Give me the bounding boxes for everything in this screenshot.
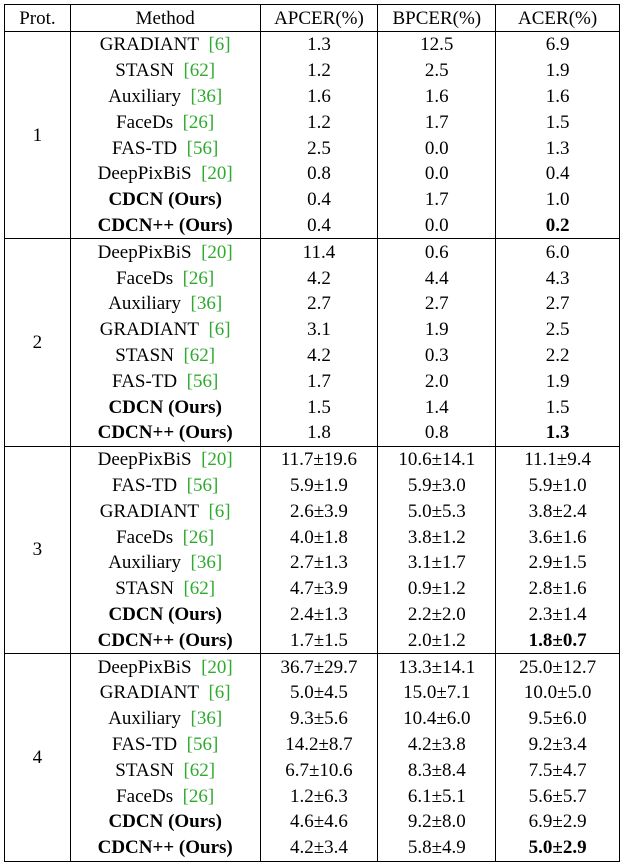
apcer-value: 6.7±10.6 xyxy=(260,757,378,783)
bpcer-value: 5.8±4.9 xyxy=(378,835,496,861)
bpcer-value: 0.0 xyxy=(378,135,496,161)
method-cell xyxy=(70,550,260,576)
method-cell xyxy=(70,473,260,499)
method-name: GRADIANT xyxy=(99,682,199,704)
bpcer-value: 2.5 xyxy=(378,58,496,84)
bpcer-value: 3.8±1.2 xyxy=(378,524,496,550)
method-name: STASN xyxy=(115,344,174,366)
acer-value: 7.5±4.7 xyxy=(496,757,620,783)
method-cell xyxy=(70,265,260,291)
apcer-value: 1.3 xyxy=(260,32,378,58)
method-cell xyxy=(70,757,260,783)
bpcer-value: 5.9±3.0 xyxy=(378,473,496,499)
bpcer-value: 4.4 xyxy=(378,265,496,291)
method-name: FAS-TD xyxy=(112,370,178,392)
apcer-value: 1.2±6.3 xyxy=(260,783,378,809)
apcer-value: 1.2 xyxy=(260,58,378,84)
table-row xyxy=(5,602,620,628)
citation-link[interactable]: [26] xyxy=(182,526,215,548)
table-row xyxy=(5,161,620,187)
method-name: CDCN (Ours) xyxy=(108,603,222,625)
acer-value: 1.6 xyxy=(496,84,620,110)
method-name: FAS-TD xyxy=(112,733,178,755)
table-row xyxy=(5,446,620,472)
table-row xyxy=(5,187,620,213)
apcer-value: 0.4 xyxy=(260,187,378,213)
method-name: CDCN++ (Ours) xyxy=(97,422,233,444)
apcer-value: 11.7±19.6 xyxy=(260,446,378,472)
table-row xyxy=(5,835,620,861)
method-cell xyxy=(70,239,260,265)
method-cell xyxy=(70,32,260,58)
acer-value: 1.9 xyxy=(496,58,620,84)
citation-link[interactable]: [6] xyxy=(208,682,231,704)
table-row xyxy=(5,498,620,524)
table-row xyxy=(5,291,620,317)
acer-value: 2.3±1.4 xyxy=(496,602,620,628)
bpcer-value: 0.3 xyxy=(378,343,496,369)
method-name: Auxiliary xyxy=(108,552,182,574)
table-row xyxy=(5,213,620,239)
method-name: CDCN++ (Ours) xyxy=(97,214,233,236)
bpcer-value: 1.7 xyxy=(378,109,496,135)
bpcer-value: 10.4±6.0 xyxy=(378,706,496,732)
citation-link[interactable]: [26] xyxy=(182,785,215,807)
method-name: GRADIANT xyxy=(99,34,199,56)
bpcer-value: 1.7 xyxy=(378,187,496,213)
citation-link[interactable]: [36] xyxy=(190,293,223,315)
citation-link[interactable]: [20] xyxy=(201,656,233,678)
table-row xyxy=(5,706,620,732)
apcer-value: 2.5 xyxy=(260,135,378,161)
header-apcer: APCER(%) xyxy=(260,5,378,32)
citation-link[interactable]: [26] xyxy=(182,267,215,289)
method-name: STASN xyxy=(115,578,174,600)
method-name: CDCN (Ours) xyxy=(108,189,222,211)
method-name: STASN xyxy=(115,759,174,781)
citation-link[interactable]: [26] xyxy=(182,111,215,133)
method-cell xyxy=(70,627,260,653)
table-row xyxy=(5,420,620,446)
bpcer-value: 6.1±5.1 xyxy=(378,783,496,809)
apcer-value: 3.1 xyxy=(260,317,378,343)
citation-link[interactable]: [62] xyxy=(183,578,216,600)
bpcer-value: 2.2±2.0 xyxy=(378,602,496,628)
acer-value: 6.9±2.9 xyxy=(496,809,620,835)
acer-value: 6.9 xyxy=(496,32,620,58)
acer-value: 3.8±2.4 xyxy=(496,498,620,524)
acer-value: 2.9±1.5 xyxy=(496,550,620,576)
table-row xyxy=(5,239,620,265)
bpcer-value: 1.4 xyxy=(378,394,496,420)
citation-link[interactable]: [36] xyxy=(190,552,223,574)
citation-link[interactable]: [36] xyxy=(190,85,223,107)
apcer-value: 4.2 xyxy=(260,265,378,291)
method-cell xyxy=(70,576,260,602)
method-cell xyxy=(70,498,260,524)
header-protocol: Prot. xyxy=(5,5,71,32)
acer-value: 1.3 xyxy=(496,135,620,161)
apcer-value: 0.4 xyxy=(260,213,378,239)
citation-link[interactable]: [56] xyxy=(186,370,219,392)
method-name: GRADIANT xyxy=(99,319,199,341)
method-cell xyxy=(70,58,260,84)
method-cell xyxy=(70,135,260,161)
bpcer-value: 2.0 xyxy=(378,368,496,394)
bpcer-value: 10.6±14.1 xyxy=(378,446,496,472)
bpcer-value: 2.0±1.2 xyxy=(378,627,496,653)
apcer-value: 4.7±3.9 xyxy=(260,576,378,602)
apcer-value: 1.2 xyxy=(260,109,378,135)
citation-link[interactable]: [20] xyxy=(201,449,233,471)
acer-value: 2.7 xyxy=(496,291,620,317)
bpcer-value: 13.3±14.1 xyxy=(378,654,496,680)
bpcer-value: 0.9±1.2 xyxy=(378,576,496,602)
apcer-value: 2.4±1.3 xyxy=(260,602,378,628)
apcer-value: 36.7±29.7 xyxy=(260,654,378,680)
table-row xyxy=(5,732,620,758)
table-row xyxy=(5,58,620,84)
acer-value: 1.8±0.7 xyxy=(496,627,620,653)
method-name: DeepPixBiS xyxy=(97,241,192,263)
header-acer: ACER(%) xyxy=(496,5,620,32)
table-row xyxy=(5,680,620,706)
apcer-value: 1.6 xyxy=(260,84,378,110)
acer-value: 1.3 xyxy=(496,420,620,446)
apcer-value: 1.7 xyxy=(260,368,378,394)
apcer-value: 4.2±3.4 xyxy=(260,835,378,861)
acer-value: 2.8±1.6 xyxy=(496,576,620,602)
citation-link[interactable]: [56] xyxy=(186,137,219,159)
apcer-value: 1.7±1.5 xyxy=(260,627,378,653)
header-bpcer: BPCER(%) xyxy=(378,5,496,32)
acer-value: 2.5 xyxy=(496,317,620,343)
bpcer-value: 3.1±1.7 xyxy=(378,550,496,576)
citation-link[interactable]: [62] xyxy=(183,60,216,82)
citation-link[interactable]: [20] xyxy=(201,163,233,185)
method-cell xyxy=(70,291,260,317)
method-cell xyxy=(70,602,260,628)
bpcer-value: 15.0±7.1 xyxy=(378,680,496,706)
method-name: STASN xyxy=(115,60,174,82)
table-row xyxy=(5,394,620,420)
method-name: GRADIANT xyxy=(99,500,199,522)
table-row xyxy=(5,109,620,135)
citation-link[interactable]: [6] xyxy=(208,34,231,56)
apcer-value: 4.0±1.8 xyxy=(260,524,378,550)
method-name: CDCN (Ours) xyxy=(108,811,222,833)
table-row xyxy=(5,135,620,161)
header-row xyxy=(5,5,620,32)
method-cell xyxy=(70,343,260,369)
bpcer-value: 1.9 xyxy=(378,317,496,343)
method-cell xyxy=(70,213,260,239)
acer-value: 1.0 xyxy=(496,187,620,213)
protocol-label: 4 xyxy=(5,654,71,861)
bpcer-value: 2.7 xyxy=(378,291,496,317)
method-name: FAS-TD xyxy=(112,474,178,496)
bpcer-value: 12.5 xyxy=(378,32,496,58)
method-cell xyxy=(70,394,260,420)
method-cell xyxy=(70,654,260,680)
citation-link[interactable]: [6] xyxy=(208,500,231,522)
table-row xyxy=(5,576,620,602)
method-name: DeepPixBiS xyxy=(97,656,192,678)
bpcer-value: 5.0±5.3 xyxy=(378,498,496,524)
table-row xyxy=(5,783,620,809)
acer-value: 10.0±5.0 xyxy=(496,680,620,706)
bpcer-value: 0.6 xyxy=(378,239,496,265)
method-name: Auxiliary xyxy=(108,85,182,107)
apcer-value: 9.3±5.6 xyxy=(260,706,378,732)
method-name: DeepPixBiS xyxy=(97,163,192,185)
method-cell xyxy=(70,446,260,472)
method-cell xyxy=(70,706,260,732)
apcer-value: 5.9±1.9 xyxy=(260,473,378,499)
acer-value: 1.9 xyxy=(496,368,620,394)
method-name: CDCN (Ours) xyxy=(108,396,222,418)
citation-link[interactable]: [62] xyxy=(183,344,216,366)
apcer-value: 14.2±8.7 xyxy=(260,732,378,758)
citation-link[interactable]: [6] xyxy=(208,319,231,341)
citation-link[interactable]: [20] xyxy=(201,241,233,263)
method-name: FaceDs xyxy=(116,785,174,807)
bpcer-value: 0.0 xyxy=(378,213,496,239)
apcer-value: 2.7 xyxy=(260,291,378,317)
apcer-value: 1.5 xyxy=(260,394,378,420)
method-cell xyxy=(70,84,260,110)
bpcer-value: 9.2±8.0 xyxy=(378,809,496,835)
bpcer-value: 0.0 xyxy=(378,161,496,187)
method-cell xyxy=(70,109,260,135)
protocol-label: 1 xyxy=(5,32,71,239)
table-row xyxy=(5,524,620,550)
acer-value: 11.1±9.4 xyxy=(496,446,620,472)
table-row xyxy=(5,265,620,291)
table-row xyxy=(5,343,620,369)
apcer-value: 1.8 xyxy=(260,420,378,446)
method-cell xyxy=(70,835,260,861)
table-row xyxy=(5,809,620,835)
table-row xyxy=(5,757,620,783)
results-table xyxy=(4,4,620,862)
acer-value: 1.5 xyxy=(496,394,620,420)
method-cell xyxy=(70,809,260,835)
bpcer-value: 8.3±8.4 xyxy=(378,757,496,783)
method-cell xyxy=(70,732,260,758)
acer-value: 1.5 xyxy=(496,109,620,135)
method-cell xyxy=(70,420,260,446)
method-cell xyxy=(70,368,260,394)
apcer-value: 0.8 xyxy=(260,161,378,187)
acer-value: 5.6±5.7 xyxy=(496,783,620,809)
apcer-value: 11.4 xyxy=(260,239,378,265)
method-name: CDCN++ (Ours) xyxy=(97,629,233,651)
table-body xyxy=(5,32,620,862)
method-cell xyxy=(70,680,260,706)
apcer-value: 5.0±4.5 xyxy=(260,680,378,706)
acer-value: 0.4 xyxy=(496,161,620,187)
method-name: FAS-TD xyxy=(112,137,178,159)
acer-value: 2.2 xyxy=(496,343,620,369)
table-row xyxy=(5,654,620,680)
method-cell xyxy=(70,783,260,809)
method-name: Auxiliary xyxy=(108,708,182,730)
acer-value: 9.2±3.4 xyxy=(496,732,620,758)
apcer-value: 4.6±4.6 xyxy=(260,809,378,835)
citation-link[interactable]: [56] xyxy=(186,733,219,755)
protocol-label: 3 xyxy=(5,446,71,653)
apcer-value: 4.2 xyxy=(260,343,378,369)
acer-value: 6.0 xyxy=(496,239,620,265)
apcer-value: 2.7±1.3 xyxy=(260,550,378,576)
bpcer-value: 4.2±3.8 xyxy=(378,732,496,758)
acer-value: 9.5±6.0 xyxy=(496,706,620,732)
method-name: FaceDs xyxy=(116,267,174,289)
table-row xyxy=(5,550,620,576)
bpcer-value: 1.6 xyxy=(378,84,496,110)
table-row xyxy=(5,473,620,499)
table-row xyxy=(5,32,620,58)
table-row xyxy=(5,84,620,110)
method-cell xyxy=(70,161,260,187)
method-cell xyxy=(70,317,260,343)
method-cell xyxy=(70,187,260,213)
table-row xyxy=(5,368,620,394)
citation-link[interactable]: [62] xyxy=(183,759,216,781)
acer-value: 4.3 xyxy=(496,265,620,291)
header-method: Method xyxy=(70,5,260,32)
table-row xyxy=(5,317,620,343)
bpcer-value: 0.8 xyxy=(378,420,496,446)
citation-link[interactable]: [56] xyxy=(186,474,219,496)
method-name: DeepPixBiS xyxy=(97,449,192,471)
table-row xyxy=(5,627,620,653)
method-name: FaceDs xyxy=(116,111,174,133)
acer-value: 5.0±2.9 xyxy=(496,835,620,861)
apcer-value: 2.6±3.9 xyxy=(260,498,378,524)
method-name: FaceDs xyxy=(116,526,174,548)
method-name: Auxiliary xyxy=(108,293,182,315)
citation-link[interactable]: [36] xyxy=(190,708,223,730)
protocol-label: 2 xyxy=(5,239,71,446)
acer-value: 0.2 xyxy=(496,213,620,239)
acer-value: 5.9±1.0 xyxy=(496,473,620,499)
method-name: CDCN++ (Ours) xyxy=(97,837,233,859)
method-cell xyxy=(70,524,260,550)
acer-value: 25.0±12.7 xyxy=(496,654,620,680)
acer-value: 3.6±1.6 xyxy=(496,524,620,550)
